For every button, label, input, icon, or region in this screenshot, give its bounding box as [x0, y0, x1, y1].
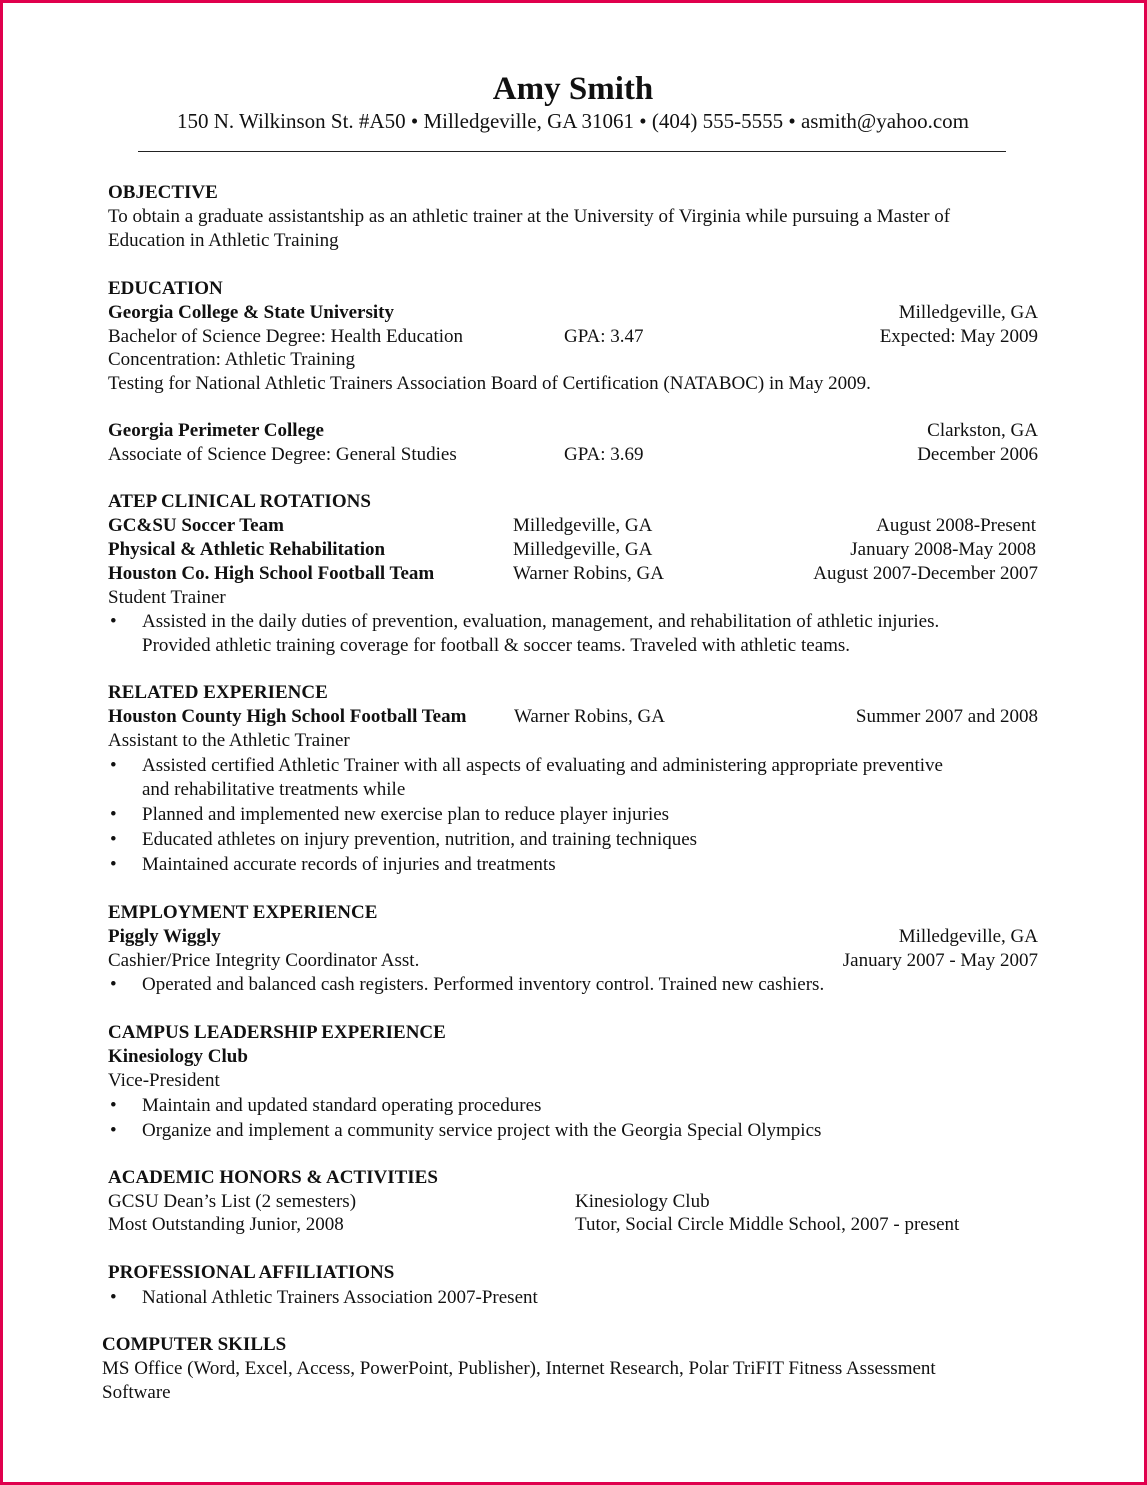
bullet-text: Assisted certified Athletic Trainer with all aspects of evaluating and administering appropriate preventive — [142, 755, 943, 776]
bullet-text: National Athletic Trainers Association 2007-Present — [142, 1287, 538, 1308]
leadership-org: Kinesiology Club — [108, 1046, 248, 1067]
rotations-heading: ATEP CLINICAL ROTATIONS — [108, 491, 371, 512]
related-bullet — [108, 853, 1038, 877]
employment-heading: EMPLOYMENT EXPERIENCE — [108, 902, 378, 923]
employment-date: January 2007 - May 2007 — [842, 950, 1038, 971]
honors-row — [108, 1213, 1038, 1237]
school-location: Milledgeville, GA — [898, 302, 1038, 323]
rotation-row — [108, 562, 1038, 586]
degree-date: Expected: May 2009 — [879, 326, 1038, 347]
objective-text-line-2: Education in Athletic Training — [108, 230, 339, 251]
bullet-icon: • — [110, 974, 117, 995]
related-bullet — [108, 803, 1038, 827]
certification-note: Testing for National Athletic Trainers Association Board of Certification (NATABOC) in May 2009. — [108, 373, 871, 394]
degree-row — [108, 443, 1038, 467]
contact-line: 150 N. Wilkinson St. #A50 • Milledgeville, GA 31061 • (404) 555-5555 • asmith@yahoo.com — [176, 109, 970, 133]
rotation-bullet — [108, 610, 1038, 658]
rotation-location: Warner Robins, GA — [513, 563, 664, 584]
bullet-text-line-2: Provided athletic training coverage for football & soccer teams. Traveled with athletic teams. — [142, 635, 851, 656]
rotation-role: Student Trainer — [108, 587, 226, 608]
bullet-icon: • — [110, 1287, 117, 1308]
rotation-date: January 2008-May 2008 — [850, 539, 1036, 560]
school-name: Georgia College & State University — [108, 302, 394, 323]
gpa: GPA: 3.69 — [564, 444, 644, 465]
honor-item: GCSU Dean’s List (2 semesters) — [108, 1191, 357, 1212]
rotation-row — [108, 514, 1038, 538]
concentration: Concentration: Athletic Training — [108, 349, 355, 370]
rotation-location: Milledgeville, GA — [513, 539, 653, 560]
related-location: Warner Robins, GA — [514, 706, 665, 727]
school-location: Clarkston, GA — [927, 420, 1038, 441]
honor-item: Kinesiology Club — [575, 1191, 710, 1212]
leadership-bullet — [108, 1119, 1038, 1143]
honors-row — [108, 1190, 1038, 1214]
bullet-icon: • — [110, 804, 117, 825]
bullet-text: Operated and balanced cash registers. Performed inventory control. Trained new cashiers. — [142, 974, 825, 995]
degree-date: December 2006 — [917, 444, 1038, 465]
bullet-text: Educated athletes on injury prevention, nutrition, and training techniques — [142, 829, 698, 850]
bullet-text: Maintain and updated standard operating procedures — [142, 1095, 542, 1116]
school-name: Georgia Perimeter College — [108, 420, 324, 441]
degree: Associate of Science Degree: General Studies — [108, 444, 457, 465]
employment-location: Milledgeville, GA — [898, 926, 1038, 947]
bullet-icon: • — [110, 854, 117, 875]
degree: Bachelor of Science Degree: Health Education — [108, 326, 464, 347]
employment-org: Piggly Wiggly — [108, 926, 221, 947]
bullet-text-line-1: Assisted in the daily duties of prevention, evaluation, management, and rehabilitation of athletic injuries. — [142, 611, 940, 632]
skills-text-line-2: Software — [102, 1382, 171, 1403]
rotation-date: August 2008-Present — [876, 515, 1036, 536]
bullet-text: Organize and implement a community service project with the Georgia Special Olympics — [142, 1120, 822, 1141]
employment-role-row — [108, 949, 1038, 973]
related-role: Assistant to the Athletic Trainer — [108, 730, 350, 751]
leadership-bullet — [108, 1094, 1038, 1118]
rotation-date: August 2007-December 2007 — [813, 563, 1038, 584]
bullet-icon: • — [110, 1120, 117, 1141]
related-org: Houston County High School Football Team — [108, 706, 467, 727]
related-date: Summer 2007 and 2008 — [855, 706, 1038, 727]
rotation-name: Houston Co. High School Football Team — [108, 563, 435, 584]
objective-heading: OBJECTIVE — [108, 182, 218, 203]
skills-text-line-1: MS Office (Word, Excel, Access, PowerPoint, Publisher), Internet Research, Polar TriFIT Fitness Assessment — [102, 1358, 936, 1379]
leadership-role: Vice-President — [108, 1070, 220, 1091]
degree-row — [108, 325, 1038, 349]
bullet-text: Maintained accurate records of injuries and treatments — [142, 854, 556, 875]
rotation-row — [108, 538, 1038, 562]
school-row — [108, 419, 1038, 443]
objective-text-line-1: To obtain a graduate assistantship as an athletic trainer at the University of Virginia while pursuing a Master of — [108, 206, 951, 227]
header-divider — [138, 151, 1006, 152]
bullet-text: Planned and implemented new exercise plan to reduce player injuries — [142, 804, 670, 825]
honor-item: Most Outstanding Junior, 2008 — [108, 1214, 344, 1235]
employment-bullet — [108, 973, 1038, 997]
bullet-text-continued: and rehabilitative treatments while — [142, 779, 406, 800]
honor-item: Tutor, Social Circle Middle School, 2007 - present — [575, 1214, 960, 1235]
resume-name: Amy Smith — [492, 71, 654, 107]
rotation-name: Physical & Athletic Rehabilitation — [108, 539, 386, 560]
employment-role: Cashier/Price Integrity Coordinator Asst. — [108, 950, 420, 971]
bullet-icon: • — [110, 1095, 117, 1116]
bullet-icon: • — [110, 829, 117, 850]
related-heading: RELATED EXPERIENCE — [108, 682, 328, 703]
school-row — [108, 301, 1038, 325]
related-bullet — [108, 754, 1038, 778]
rotation-location: Milledgeville, GA — [513, 515, 653, 536]
related-org-row — [108, 705, 1038, 729]
employment-org-row — [108, 925, 1038, 949]
bullet-icon: • — [110, 611, 117, 632]
affiliations-heading: PROFESSIONAL AFFILIATIONS — [108, 1262, 395, 1283]
skills-heading: COMPUTER SKILLS — [102, 1334, 287, 1355]
gpa: GPA: 3.47 — [564, 326, 644, 347]
rotation-name: GC&SU Soccer Team — [108, 515, 284, 536]
leadership-heading: CAMPUS LEADERSHIP EXPERIENCE — [108, 1022, 446, 1043]
related-bullet — [108, 828, 1038, 852]
bullet-icon: • — [110, 755, 117, 776]
education-heading: EDUCATION — [108, 278, 223, 299]
affiliation-bullet — [108, 1286, 1038, 1310]
honors-heading: ACADEMIC HONORS & ACTIVITIES — [108, 1167, 438, 1188]
